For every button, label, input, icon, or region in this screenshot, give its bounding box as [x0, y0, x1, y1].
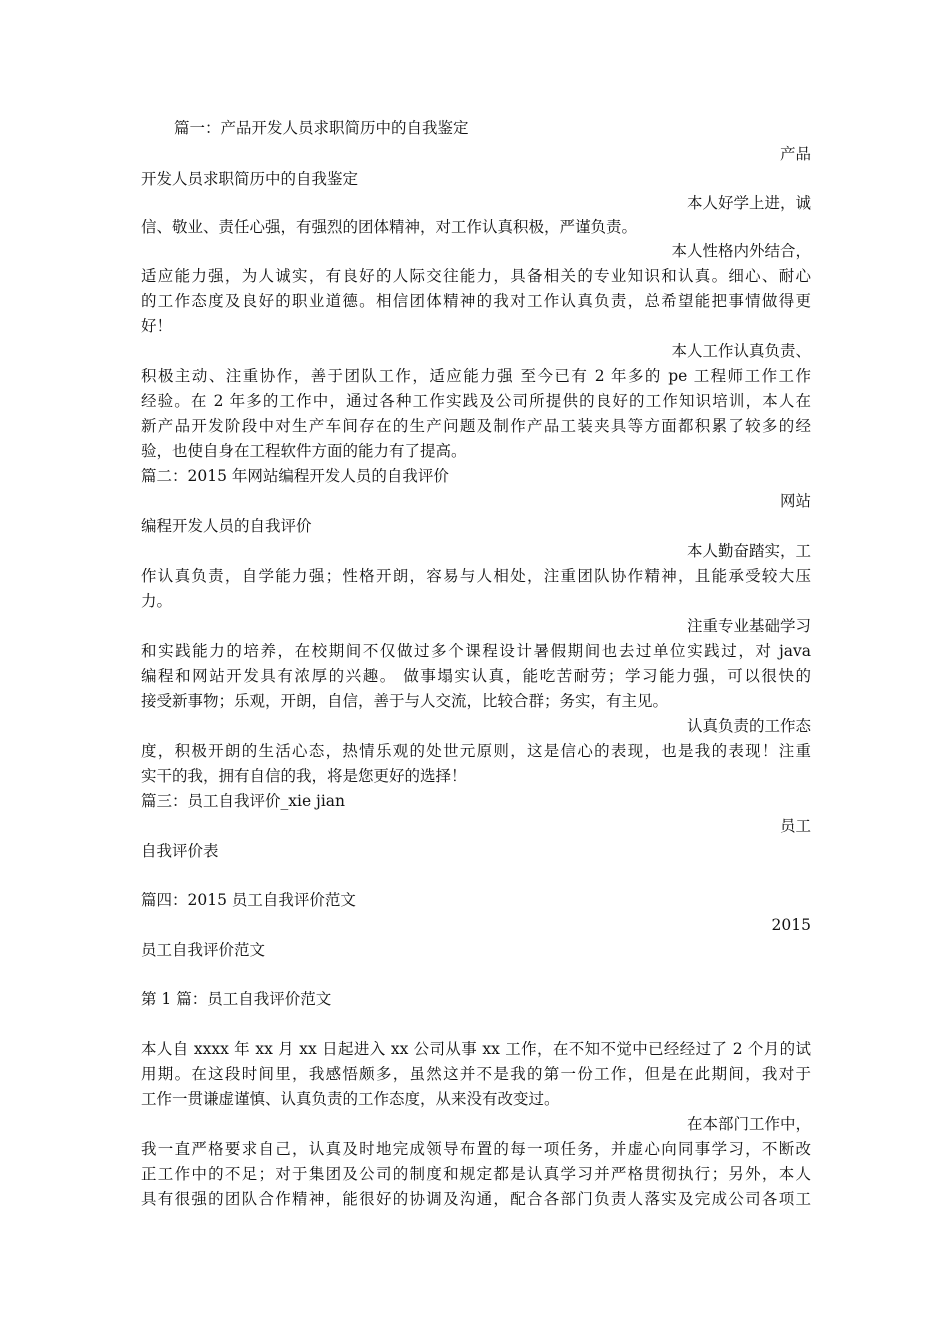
text-line: 本人性格内外结合，	[671, 242, 811, 260]
text-line: 网站	[779, 492, 811, 510]
section-1-heading: 篇一：产品开发人员求职简历中的自我鉴定	[174, 119, 469, 137]
text-line: 在本部门工作中，	[686, 1115, 811, 1133]
text-line: 本人工作认真负责、	[671, 342, 811, 360]
text-line: 本人勤奋踏实，工	[686, 542, 811, 560]
text-line: 适应能力强，为人诚实，有良好的人际交往能力，具备相关的专业知识和认真。细心、耐心	[141, 267, 811, 285]
text-line: 编程开发人员的自我评价	[141, 517, 312, 535]
text-line: 信、敬业、责任心强，有强烈的团体精神，对工作认真积极，严谨负责。	[141, 218, 638, 236]
text-line: 和实践能力的培养，在校期间不仅做过多个课程设计暑假期间也去过单位实践过，对 java	[141, 642, 811, 660]
text-line: 接受新事物；乐观，开朗，自信，善于与人交流，比较合群；务实，有主见。	[141, 692, 669, 710]
text-line: 认真负责的工作态	[686, 717, 811, 735]
text-line: 编程和网站开发具有浓厚的兴趣。 做事塌实认真，能吃苦耐劳；学习能力强，可以很快的	[141, 667, 811, 685]
section-3-heading: 篇三：员工自我评价_xie jian	[141, 792, 346, 810]
text-line: 注重专业基础学习	[686, 617, 811, 635]
text-line: 积极主动、注重协作，善于团队工作，适应能力强 至今已有 2 年多的 pe 工程师工作工作	[141, 367, 811, 385]
text-line: 的工作态度及良好的职业道德。相信团体精神的我对工作认真负责，总希望能把事情做得更	[141, 292, 811, 310]
section-2-heading: 篇二：2015 年网站编程开发人员的自我评价	[141, 467, 449, 485]
text-line: 作认真负责，自学能力强；性格开朗，容易与人相处，注重团队协作精神，且能承受较大压	[141, 567, 811, 585]
text-line: 我一直严格要求自己，认真及时地完成领导布置的每一项任务，并虚心向同事学习，不断改	[141, 1140, 811, 1158]
text-line: 验，也使自身在工程软件方面的能力有了提高。	[141, 442, 467, 460]
text-line: 度，积极开朗的生活心态，热情乐观的处世元原则，这是信心的表现，也是我的表现！注重	[141, 742, 811, 760]
text-line: 员工自我评价范文	[141, 941, 266, 959]
text-line: 力。	[141, 592, 173, 610]
text-line: 经验。在 2 年多的工作中，通过各种工作实践及公司所提供的良好的工作知识培训，本人在	[141, 392, 811, 410]
text-line: 本人自 xxxx 年 xx 月 xx 日起进入 xx 公司从事 xx 工作，在不知不觉中已经经过了 2 个月的试	[141, 1040, 811, 1058]
text-line: 员工	[779, 817, 811, 835]
text-line: 好！	[141, 317, 173, 335]
text-line: 用期。在这段时间里，我感悟颇多，虽然这并不是我的第一份工作，但是在此期间，我对于	[141, 1065, 811, 1083]
text-line: 实干的我，拥有自信的我，将是您更好的选择！	[141, 767, 467, 785]
section-4-heading: 篇四：2015 员工自我评价范文	[141, 891, 356, 909]
text-line: 开发人员求职简历中的自我鉴定	[141, 170, 359, 188]
text-line: 具有很强的团队合作精神，能很好的协调及沟通，配合各部门负责人落实及完成公司各项工	[141, 1190, 811, 1208]
text-line: 自我评价表	[141, 842, 219, 860]
text-line: 新产品开发阶段中对生产车间存在的生产问题及制作产品工装夹具等方面都积累了较多的经	[141, 417, 811, 435]
text-line: 工作一贯谦虚谨慎、认真负责的工作态度，从来没有改变过。	[141, 1090, 560, 1108]
subsection-heading: 第 1 篇：员工自我评价范文	[141, 990, 332, 1008]
text-line: 产品	[779, 145, 811, 163]
text-line: 正工作中的不足；对于集团及公司的制度和规定都是认真学习并严格贯彻执行；另外，本人	[141, 1165, 811, 1183]
text-line: 本人好学上进，诚	[686, 194, 811, 212]
text-line: 2015	[771, 916, 811, 934]
